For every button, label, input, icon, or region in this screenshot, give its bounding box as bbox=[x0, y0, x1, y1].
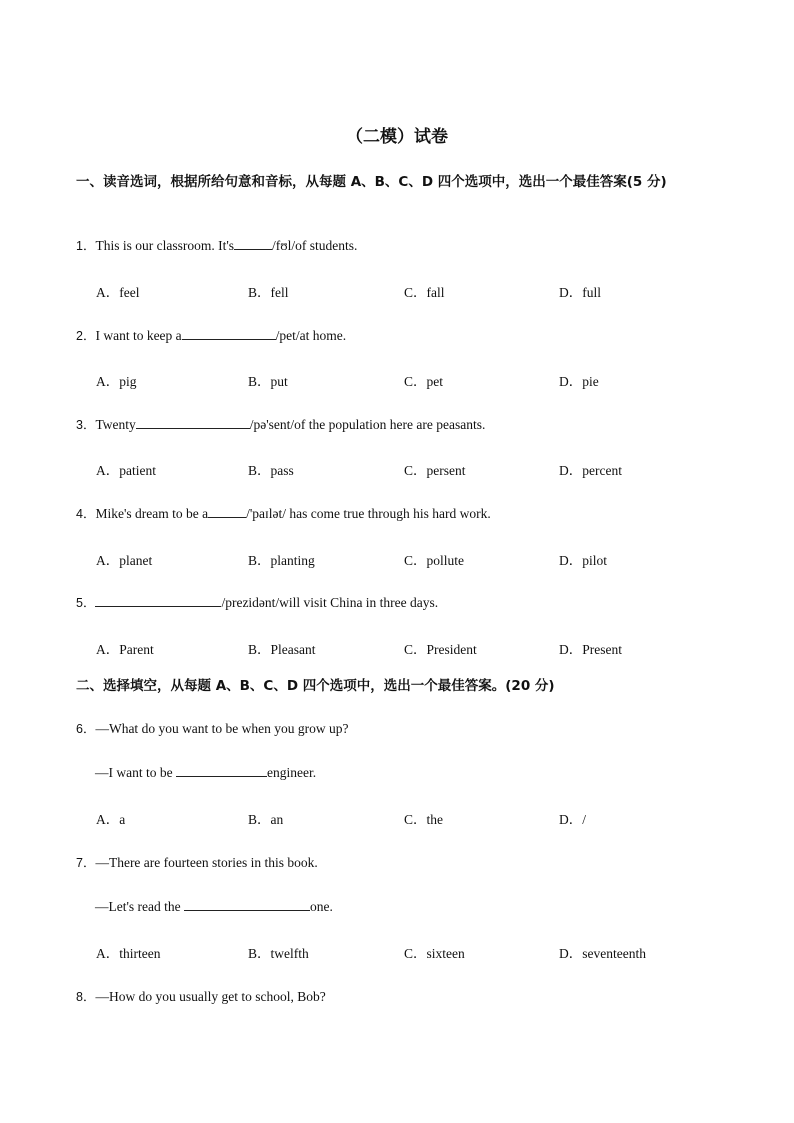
question-6: 6．—What do you want to be when you grow up? bbox=[76, 721, 349, 736]
option-b[interactable]: B．Pleasant bbox=[248, 642, 316, 657]
option-a[interactable]: A．Parent bbox=[96, 642, 154, 657]
question-2: 2．I want to keep a /pet/at home. bbox=[76, 328, 347, 343]
answer-blank[interactable] bbox=[208, 505, 246, 518]
option-d[interactable]: D．/ bbox=[559, 812, 586, 827]
question-8: 8．—How do you usually get to school, Bob? bbox=[76, 989, 326, 1004]
option-d[interactable]: D．full bbox=[559, 285, 601, 300]
answer-blank[interactable] bbox=[184, 898, 310, 911]
page-title: （二模）试卷 bbox=[346, 127, 448, 147]
question-1: 1．This is our classroom. It's /fʊl/of students. bbox=[76, 238, 358, 253]
question-4: 4．Mike's dream to be a /'paɪlət/ has come true through his hard work. bbox=[76, 506, 491, 521]
option-d[interactable]: D．percent bbox=[559, 463, 622, 478]
option-a[interactable]: A．a bbox=[96, 812, 126, 827]
section-2-heading: 二、选择填空，从每题 A、B、C、D 四个选项中，选出一个最佳答案。(20 分) bbox=[76, 678, 555, 694]
answer-blank[interactable] bbox=[182, 327, 276, 340]
question-3: 3．Twenty /pə'sent/of the population here are peasants. bbox=[76, 417, 486, 432]
answer-blank[interactable] bbox=[176, 764, 267, 777]
option-a[interactable]: A．thirteen bbox=[96, 946, 161, 961]
option-a[interactable]: A．pig bbox=[96, 374, 137, 389]
option-c[interactable]: C．pet bbox=[404, 374, 443, 389]
question-5: 5． /prezidənt/will visit China in three days. bbox=[76, 595, 439, 610]
option-c[interactable]: C．persent bbox=[404, 463, 466, 478]
option-d[interactable]: D．Present bbox=[559, 642, 622, 657]
option-d[interactable]: D．pie bbox=[559, 374, 599, 389]
option-d[interactable]: D．seventeenth bbox=[559, 946, 646, 961]
option-a[interactable]: A．planet bbox=[96, 553, 153, 568]
question-6-dialogue: —I want to be engineer. bbox=[95, 765, 317, 780]
question-7: 7．—There are fourteen stories in this book. bbox=[76, 855, 318, 870]
option-c[interactable]: C．the bbox=[404, 812, 443, 827]
option-d[interactable]: D．pilot bbox=[559, 553, 608, 568]
section-1-heading: 一、读音选词，根据所给句意和音标，从每题 A、B、C、D 四个选项中，选出一个最佳答案(5 分) bbox=[76, 174, 667, 190]
option-b[interactable]: B．twelfth bbox=[248, 946, 309, 961]
option-b[interactable]: B．an bbox=[248, 812, 284, 827]
option-b[interactable]: B．put bbox=[248, 374, 288, 389]
option-a[interactable]: A．patient bbox=[96, 463, 156, 478]
answer-blank[interactable] bbox=[234, 237, 272, 250]
option-b[interactable]: B．pass bbox=[248, 463, 294, 478]
option-b[interactable]: B．planting bbox=[248, 553, 315, 568]
option-b[interactable]: B．fell bbox=[248, 285, 289, 300]
option-c[interactable]: C．fall bbox=[404, 285, 445, 300]
answer-blank[interactable] bbox=[136, 416, 250, 429]
option-c[interactable]: C．sixteen bbox=[404, 946, 465, 961]
option-c[interactable]: C．pollute bbox=[404, 553, 464, 568]
option-a[interactable]: A．feel bbox=[96, 285, 140, 300]
answer-blank[interactable] bbox=[95, 594, 221, 607]
option-c[interactable]: C．President bbox=[404, 642, 477, 657]
question-7-dialogue: —Let's read the one. bbox=[95, 899, 333, 914]
